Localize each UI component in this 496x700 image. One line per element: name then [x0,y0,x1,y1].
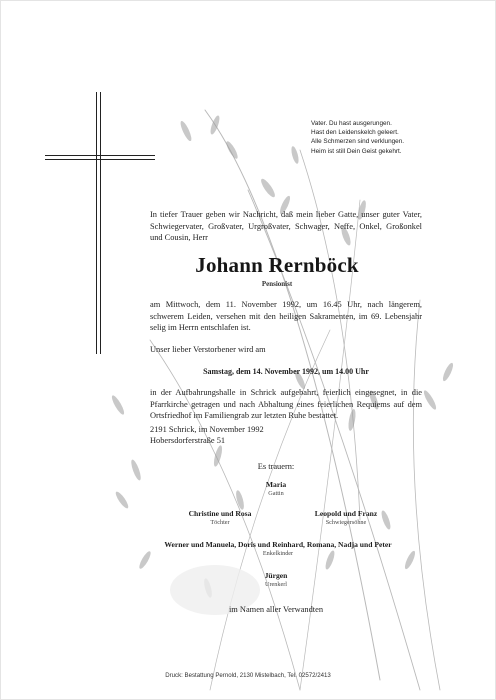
mourner-sons-in-law-names: Leopold und Franz [314,509,378,518]
mourner-daughters-relation: Töchter [210,519,230,526]
mourner-great-grandchild-relation: Urenkerl [265,581,287,588]
cross-vertical-bar [96,92,101,354]
deceased-name: Johann Rernböck [195,253,359,277]
funeral-date: Samstag, dem 14. November 1992, um 14.00 Uhr [203,367,369,376]
mourner-wife-name: Maria [265,480,287,489]
place-date: 2191 Schrick, im November 1992 [150,425,264,434]
mourner-wife-relation: Gattin [268,490,284,497]
poem-line: Alle Schmerzen sind verklungen. [311,138,405,146]
printer-footer: Druck: Bestattung Pernold, 2130 Mistelbach, Tel. 02572/2413 [165,672,331,679]
cross-intersection [97,156,99,158]
mourner-great-grandchild-name: Jürgen [264,571,288,580]
mourner-grandchildren-relation: Enkelkinder [262,550,294,557]
lying-in-state-text: Unser lieber Verstorbener wird am [150,345,266,354]
mourner-daughters-names: Christine und Rosa [188,509,252,518]
funeral-details-paragraph: in der Aufbahrungshalle in Schrick aufgebahrt, feierlich eingesegnet, in die Pfarrkirche getragen und nach Abhaltung eines feierlichen Requiems auf dem Ortsfriedhof im Familiengrab zur letzten Ruhe bestattet. [150,388,422,420]
poem [311,119,486,156]
poem-line: Heim ist still Dein Geist gekehrt. [311,147,402,155]
poem-line: Hast den Leidenskelch geleert. [311,129,399,137]
mourners-heading: Es trauern: [257,462,295,471]
poem-line: Vater. Du hast ausgerungen. [311,120,392,127]
mourner-sons-in-law-relation: Schwiegersöhne [325,519,367,526]
death-notice-paragraph: am Mittwoch, dem 11. November 1992, um 16.45 Uhr, nach längerem, schwerem Leiden, versehen mit den heiligen Sakramenten, im 69. Lebensjahr selig im Herrn entschlafen ist. [150,300,422,332]
mourner-grandchildren-names: Werner und Manuela, Doris und Reinhard, Romana, Nadja und Peter [164,540,392,549]
address: Hobersdorferstraße 51 [150,436,226,445]
closing-line: im Namen aller Verwandten [228,605,324,614]
deceased-title: Pensionist [261,280,293,288]
intro-paragraph: In tiefer Trauer geben wir Nachricht, daß mein lieber Gatte, unser guter Vater, Schwiegervater, Großvater, Urgroßvater, Schwager, Neffe, Onkel, Großonkel und Cousin, Herr [150,210,422,242]
cross-horizontal-bar [45,155,155,160]
